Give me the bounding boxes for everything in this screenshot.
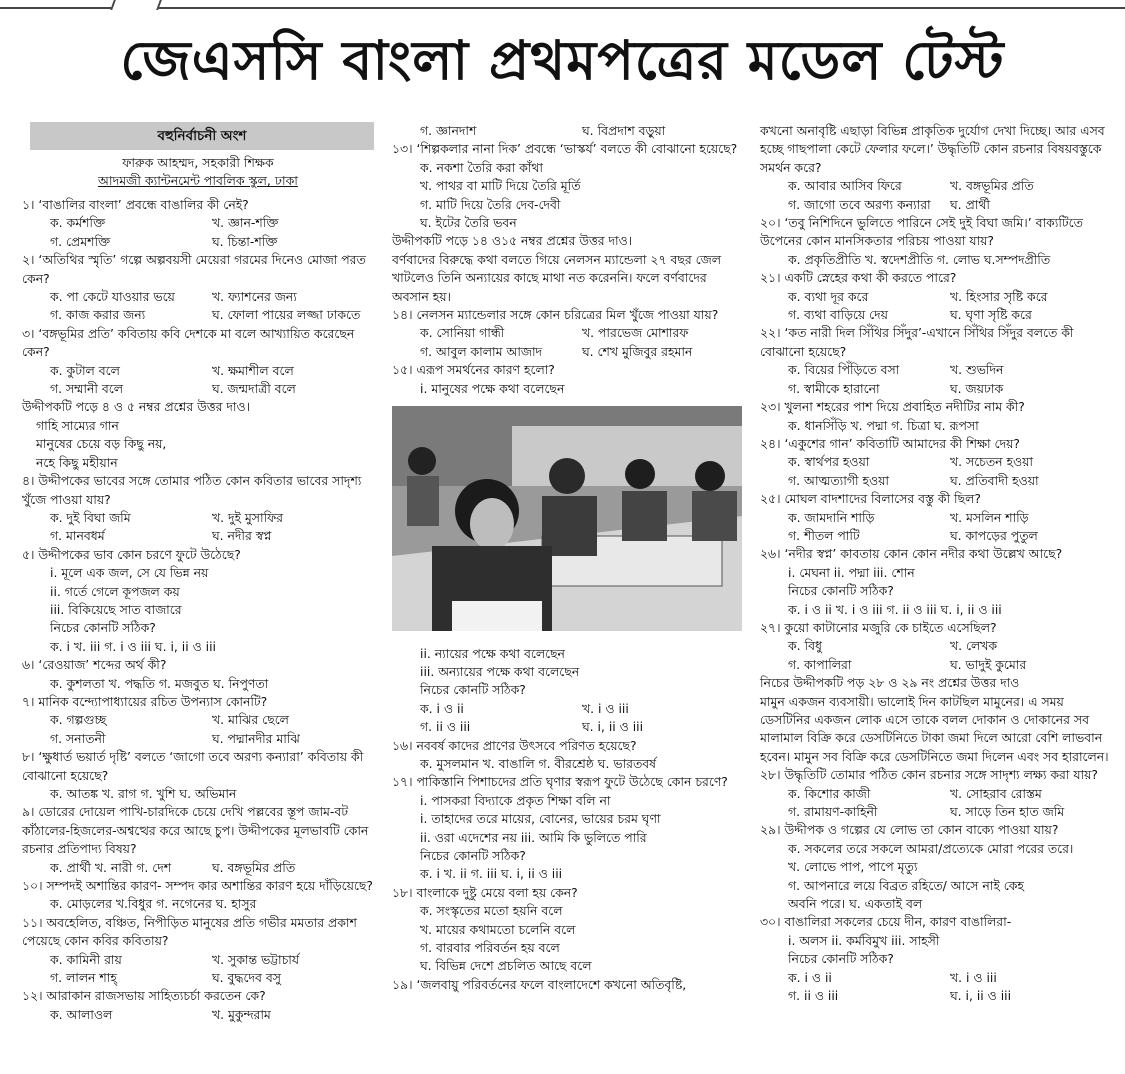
option-text: গ. কাজ করার জন্য [50,307,146,323]
option-text: খ. ফ্যাশনের জন্য [212,289,297,305]
question-block [760,177,1112,214]
option-text: গ. আবুল কালাম আজাদ [420,343,543,359]
question-text: ২। ‘অতিথির স্মৃতি’ গল্পে অল্পবয়সী মেয়েরা গরমের দিনেও মোজা পরত কেন? [22,252,366,286]
option-line: খ. মায়ের কথামতো চলেনি বলে [420,921,576,937]
column-3 [760,122,1112,1006]
option-line: ক. মোড়লের খ.বিধুর গ. নগেনের ঘ. হাসুর [50,896,257,912]
author-line: ফারুক আহম্মদ, সহকারী শিক্ষক [122,155,274,170]
option-row [760,453,1112,471]
option-line: ক. সকলের তরে সকলে আমরা/প্রত্যেকে মোরা পরের তরে। [788,840,1074,856]
option-row [392,700,744,718]
option-text: খ. i ও iii [950,969,997,985]
option-row [760,361,1112,379]
option-row [22,380,374,398]
question-text: ১৭। পাকিস্তানি পিশাচদের প্রতি ঘৃণার স্বরূপ ফুটে উঠেছে কোন চরণে? [392,774,728,790]
option-line: i. মূলে এক জল, সে যে ভিন্ন নয় [50,565,209,581]
option-text: ক. সোনিয়া গান্ধী [420,325,505,341]
option-row [22,730,374,748]
option-text: গ. আত্মত্যাগী হওয়া [788,472,889,488]
option-text: ক. কুটাল বলে [50,362,120,378]
option-text: ঘ. শেখ মুজিবুর রহমান [582,343,693,359]
option-line: ঘ. বিভিন্ন দেশে প্রচলিত আছে বলে [420,958,592,974]
option-line: ii. ওরা এদেশের নয় iii. আমি কি ভুলিতে পারি [420,829,647,845]
question-text: ২৪। ‘একুশের গান’ কবিতাটি আমাদের কী শিক্ষা দেয়? [760,435,1020,451]
option-line: i. তাহাদের তরে মায়ের, বোনের, ভায়ের চরম ঘৃণা [420,811,661,827]
top-rule [0,7,1125,9]
option-text: ক. কর্মশক্তি [50,215,106,231]
option-text: খ. মাঝির ছেলে [212,712,289,728]
column-2 [392,122,744,994]
question-text: নিচের উদ্দীপকটি পড় ২৮ ও ২৯ নং প্রশ্নের উত্তর দাও [760,675,1020,691]
question-text: ১৮। বাংলাকে দুষ্টু মেয়ে বলা হয় কেন? [392,884,578,900]
option-text: ঘ. নদীর স্বপ্ন [212,528,272,544]
question-block [22,472,374,546]
option-text: খ. i ও iii [582,700,629,716]
option-row [392,122,744,140]
option-row [22,233,374,251]
option-row [760,380,1112,398]
option-line: গ. বারবার পরিবর্তন হয় বলে [420,940,560,955]
question-block [392,773,744,883]
question-block [760,766,1112,821]
option-line: ক. ধানসিঁড়ি খ. পদ্মা গ. চিত্রা ঘ. রূপসা [788,417,979,433]
option-row [760,196,1112,214]
option-row [760,509,1112,527]
question-text: ২৮। উদ্ধৃতিটি তোমার পঠিত কোন রচনার সঙ্গে সাদৃশ্য লক্ষ্য করা যায়? [760,767,1099,783]
option-text: খ. সচেতন হওয়া [950,454,1034,470]
option-text: খ. মুকুন্দরাম [212,1006,271,1022]
option-row [22,527,374,545]
option-text: ক. জামদানি শাড়ি [788,509,875,525]
option-line: নিচের কোনটি সঠিক? [788,951,894,967]
option-line: ক. i ও ii খ. i ও iii গ. ii ও iii ঘ. i, ii ও iii [788,601,1002,617]
option-text: ঘ. i, ii ও iii [950,988,1012,1004]
option-text: খ. মসলিন শাড়ি [950,509,1029,525]
option-text: ঘ. বিপ্রদাশ বড়ুয়া [582,123,666,138]
option-text: ঘ. ভাদুই কুমোর [950,656,1027,672]
option-text: খ. শুভদিন [950,362,1004,378]
exam-hall-photo [392,406,742,631]
option-row [22,969,374,987]
option-row [760,288,1112,306]
question-block [392,122,744,140]
option-text: খ. জ্ঞান-শক্তি [212,215,279,231]
question-text: ২৩। খুলনা শহরের পাশ দিয়ে প্রবাহিত নদীটির নাম কী? [760,399,1025,415]
option-row [760,177,1112,195]
question-text: ২৬। ‘নদীর স্বপ্ন’ কাবতায় কোন কোন নদীর কথা উল্লেখ আছে? [760,546,1063,562]
option-row [22,859,374,877]
option-line: ক. i খ. ii গ. iii ঘ. i, ii ও iii [420,866,563,882]
stimulus-text: কখনো অনাবৃষ্টি এছাড়া বিভিন্ন প্রাকৃতিক দুর্যোগ দেখা দিচ্ছে। আর এসব হচ্ছে গাছপালা কেটে ফেলার ফলে।’ উদ্ধৃতিটি কোন রচনার বিষয়বস্তুকে সমর্থন করে? [760,123,1105,175]
option-line: i. মানুষের পক্ষে কথা বলেছেন [420,380,565,396]
option-text: খ. লেখক [950,638,998,654]
option-text: ঘ. প্রতিবাদী হওয়া [950,472,1039,488]
option-text: ঘ. জন্মদাত্রী বলে [212,381,296,397]
question-block [22,417,374,472]
option-text: ক. i ও ii [420,700,464,716]
option-text: খ. বঙ্গভূমির প্রতি [950,178,1034,194]
option-text: ক. কামিনী রায় [50,951,122,967]
option-row [760,472,1112,490]
section-heading: বহুনির্বাচনী অংশ [30,122,374,150]
poem-line: মানুষের চেয়ে বড় কিছু নয়, [36,436,167,452]
option-line: ক. সংস্কৃতের মতো হয়নি বলে [420,903,563,919]
question-block [22,914,374,988]
option-line: গ. আপনারে লয়ে বিব্রত রহিতে/ আসে নাই কেহ [788,877,1024,893]
option-text: খ. পারভেজ মোশারফ [582,325,689,341]
option-text: গ. সম্মানী বলে [50,381,123,397]
question-block [22,251,374,325]
question-block [22,693,374,748]
option-text: গ. জ্ঞানদাশ [420,123,477,138]
question-block [22,803,374,877]
question-block [392,306,744,361]
option-line: ii. ন্যায়ের পক্ষে কথা বলেছেন [420,645,565,661]
option-text: ক. কিশোর কাজী [788,785,871,801]
option-text: গ. জাগো তবে অরণ্য কন্যারা [788,196,931,212]
question-text: ৩০। বাঙালিরা সকলের চেয়ে দীন, কারণ বাঙালিরা- [760,914,1012,930]
question-block [760,821,1112,913]
column-2-bottom [392,645,744,995]
option-row [22,288,374,306]
question-text: ১৩। ‘শিল্পকলার নানা দিক’ প্রবন্ধে ‘ভাস্কর্য’ বলতে কী বোঝানো হয়েছে? [392,141,738,157]
question-block [22,196,374,251]
question-block [760,214,1112,269]
option-row [22,306,374,324]
poem-line: গাহি সাম্যের গান [36,417,119,433]
option-text: ঘ. কাপড়ের পুতুল [950,527,1038,543]
option-text: ঘ. বঙ্গভূমির প্রতি [212,859,296,875]
option-line: ক. i খ. iii গ. i ও iii ঘ. i, ii ও iii [50,638,216,654]
question-text: ৮। ‘ক্ষুধার্ত ভয়ার্ত দৃষ্টি’ বলতে ‘জাগো তবে অরণ্য কন্যারা’ কবিতায় কী বোঝানো হয়েছে? [22,749,364,783]
option-row [760,969,1112,987]
question-block [22,656,374,693]
question-block [392,645,744,700]
option-text: ঘ. জয়ঢাক [950,380,1004,396]
column-1 [22,122,374,1024]
option-row [760,306,1112,324]
question-block [760,913,1112,968]
question-text: ৬। ‘রেওয়াজ’ শব্দের অর্থ কী? [22,657,167,673]
question-text: ৩। ‘বঙ্গভূমির প্রতি’ কবিতায় কবি দেশকে মা বলে আখ্যায়িত করেছেন কেন? [22,325,355,360]
question-block [760,969,1112,1006]
question-text: ১৬। নববর্ষ কাদের প্রাণের উৎসবে পরিণত হয়েছে? [392,737,637,753]
question-block [760,435,1112,490]
poem-line: নহে কিছু মহীয়ান [36,454,118,470]
option-row [760,785,1112,803]
stimulus-text: বর্ণবাদের বিরুদ্ধে কথা বলতে গিয়ে নেলসন ম্যান্ডেলা ২৭ বছর জেল খাটলেও তিনি অন্যায়ের কাছে মাথা নত করেননি। ফলে বর্ণবাদের অবসান হয়। [392,251,721,304]
option-line: i. মেঘনা ii. পদ্মা iii. শোন [788,564,915,580]
option-text: ক. ব্যথা দূর করে [788,288,869,304]
option-text: ঘ. ফোলা পায়ের লজ্জা ঢাকতে [212,307,361,323]
page-title: জেএসসি বাংলা প্রথমপত্রের মডেল টেস্ট [120,29,1005,92]
option-text: ক. বিয়ের পিঁড়িতে বসা [788,362,900,378]
option-row [760,637,1112,655]
option-text: ঘ. i, ii ও iii [582,719,644,735]
option-line: অবনি পরে। ঘ. একতাই বল [788,896,923,912]
option-text: ক. দুই বিঘা জমি [50,509,131,525]
option-text: গ. ব্যথা বাড়িয়ে দেয় [788,307,888,323]
question-text: ২২। ‘কত নারী দিল সিঁথির সিঁদুর’-এখানে সিঁথির সিঁদুর বলতে কী বোঝানো হয়েছে? [760,325,1074,359]
option-text: খ. সুকান্ত ভট্টাচার্য [212,951,299,967]
question-text: ৫। উদ্দীপকের ভাব কোন চরণে ফুটে উঠেছে? [22,546,241,562]
option-text: গ. লালন শাহ্ [50,970,117,986]
option-line: iii. অন্যায়ের পক্ষে কথা বলেছেন [420,663,580,679]
option-line: খ. লোভে পাপ, পাপে মৃত্যু [788,859,918,875]
option-text: ক. পা কেটে যাওয়ার ভয়ে [50,289,175,305]
question-text: ১০। সম্পদই অশান্তির কারণ- সম্পদ কার অশান্তির কারণ হয়ে দাঁড়িয়েছে? [22,878,373,894]
option-text: ক. প্রার্থী খ. নারী গ. দেশ [50,859,172,875]
option-text: গ. ii ও iii [420,719,471,735]
option-line: ক. আতঙ্ক খ. রাগ গ. খুশি ঘ. অভিমান [50,786,237,801]
option-text: গ. শীতল পাটি [788,527,860,543]
option-text: গ. প্রেমশক্তি [50,233,111,249]
question-text: ২১। একটি স্নেহের কথা কী করতে পারে? [760,270,957,286]
option-text: গ. মানবধর্ম [50,528,105,544]
question-block [22,877,374,914]
option-text: খ. ক্ষমাশীল বলে [212,362,294,378]
question-text: ২৫। মোঘল বাদশাদের বিলাসের বস্তু কী ছিল? [760,491,981,507]
question-block [760,490,1112,545]
option-text: ঘ. বুদ্ধদেব বসু [212,970,281,986]
question-block [760,324,1112,398]
question-block [392,737,744,774]
option-line: ক. নকশা তৈরি করা কাঁথা [420,159,543,175]
option-line: ঘ. ইটের তৈরি ভবন [420,215,517,231]
option-text: খ. হিংসার সৃষ্টি করে [950,288,1048,304]
question-block [392,140,744,232]
option-row [392,343,744,361]
question-block [392,700,744,737]
option-row [22,711,374,729]
option-text: গ. স্বামীকে হারানো [788,380,880,396]
option-text: গ. রামায়ণ-কাহিনী [788,804,878,820]
option-line: iii. বিকিয়েছে সাত বাজারে [50,601,182,617]
stimulus-text: মামুন একজন ব্যবসায়ী। ভালোই দিন কাটছিল মামুনের। এ সময় ডেসটিনির একজন লোক এসে তাকে বলল দোকান ও দোকানের সব মালামাল বিক্রি করে ডেসটিনিতে টাকা জমা দিলে আরো বেশি লাভবান হবেন। মামুন সব বিক্রি করে ডেসটিনিতে জমা দিলেন এবং সব হারালেন। [760,693,1109,764]
option-text: ঘ. পদ্মানদীর মাঝি [212,730,300,746]
question-block [760,674,1112,692]
question-text: ১২। আরাকান রাজসভায় সাহিত্যচর্চা করতেন কে? [22,988,266,1004]
option-line: i. পাসকরা বিদ্যাকে প্রকৃত শিক্ষা বলি না [420,792,611,808]
question-text: ৭। মানিক বন্দ্যোপাধ্যায়ের রচিত উপন্যাস কোনটি? [22,693,268,709]
question-text: ১৯। ‘জলবায়ু পরিবর্তনের ফলে বাংলাদেশে কখনো অতিবৃষ্টি, [392,976,687,992]
option-line: i. অলস ii. কর্মবিমুখ iii. সাহসী [788,932,940,948]
stimulus-text: উদ্দীপকটি পড়ে ৪ ও ৫ নম্বর প্রশ্নের উত্তর দাও। [22,399,251,415]
question-block [760,619,1112,674]
option-text: ক. স্বার্থপর হওয়া [788,454,870,470]
question-text: ৪। উদ্দীপকের ভাবের সঙ্গে তোমার পঠিত কোন কবিতার ভাবের সাদৃশ্য খুঁজে পাওয়া যায়? [22,473,362,507]
question-text: উদ্দীপকটি পড়ে ১৪ ও১৫ নম্বর প্রশ্নের উত্তর দাও। [392,233,633,249]
option-row [22,951,374,969]
question-text: ২৯। উদ্দীপক ও গল্পের যে লোভ তা কোন বাক্যে পাওয়া যায়? [760,822,1059,838]
question-text: ৯। ডোরের দোয়েল পাখি-চারদিকে চেয়ে দেখি পল্লবের স্তূপ জাম-বট কাঁঠালের-হিজলের-অশ্বত্থের করে আছে চুপ। উদ্দীপকের মূলভাবটি কোন রচনার প্রতিপাদ্য বিষয়? [22,804,369,857]
option-text: ক. আবার আসিব ফিরে [788,178,902,194]
question-block [392,361,744,398]
option-line: ক. কুশলতা খ. পদ্ধতি গ. মজবুত ঘ. নিপুণতা [50,675,269,691]
question-text: ২০। ‘তবু নিশিদিনে ভুলিতে পারিনে সেই দুই বিঘা জমি।’ বাক্যটিতে উপেনের কোন মানসিকতার পরিচয় পাওয়া যায়? [760,215,1083,249]
option-text: গ. ii ও iii [788,988,839,1004]
option-row [760,527,1112,545]
question-block [392,251,744,306]
question-block [22,398,374,416]
option-row [760,987,1112,1005]
top-border [0,0,1125,10]
option-text: ঘ. প্রার্থী [950,196,990,212]
question-block [760,122,1112,177]
option-text: গ. কাপালিরা [788,656,852,672]
option-row [760,803,1112,821]
option-text: ঘ. ঘৃণা সৃষ্টি করে [950,307,1032,323]
option-line: ক. মুসলমান খ. বাঙালি গ. বীরশ্রেষ্ঠ ঘ. ভারতবর্ষ [420,755,656,771]
option-row [760,656,1112,674]
question-block [22,325,374,399]
option-text: ক. গল্পগুচ্ছ [50,712,107,728]
question-block [392,884,744,976]
option-row [22,214,374,232]
option-line: গ. মাটি দিয়ে তৈরি দেব-দেবী [420,196,561,212]
question-text: ১৫। এরূপ সমর্থনের কারণ হলো? [392,362,555,378]
option-text: খ. সোহরাব রোস্তম [950,785,1042,801]
option-row [392,324,744,342]
question-block [22,546,374,656]
question-text: ২৭। কুয়ো কাটানোর মজুরি কে চাইতে এসেছিল? [760,619,997,635]
option-text: ক. আলাওল [50,1006,113,1022]
question-text: ১৪। নেলসন ম্যান্ডেলার সঙ্গে কোন চরিত্রের মিল খুঁজে পাওয়া যায়? [392,307,719,323]
option-row [22,509,374,527]
option-row [392,718,744,736]
question-block [760,693,1112,767]
question-block [760,545,1112,619]
option-row [22,362,374,380]
option-line: ক. প্রকৃতিপ্রীতি খ. স্বদেশপ্রীতি গ. লোভ ঘ.সম্পদপ্রীতি [788,251,1051,267]
option-line: নিচের কোনটি সঠিক? [420,847,526,863]
option-text: খ. দুই মুসাফির [212,509,283,525]
option-line: নিচের কোনটি সঠিক? [420,682,526,698]
option-line: নিচের কোনটি সঠিক? [50,620,156,636]
question-block [760,398,1112,435]
school-line: আদমজী ক্যান্টনমেন্ট পাবলিক স্কুল, ঢাকা [98,173,298,188]
option-text: ঘ. সাড়ে তিন হাত জমি [950,804,1065,820]
question-block [22,987,374,1024]
option-line: ii. গর্তে গেলে কূপজল কয় [50,583,180,599]
question-text: ১। ‘বাঙালির বাংলা’ প্রবন্ধে বাঙালির কী নেই? [22,197,249,212]
column-2-top [392,122,744,398]
option-line: খ. পাথর বা মাটি দিয়ে তৈরি মূর্তি [420,178,581,194]
option-line: নিচের কোনটি সঠিক? [788,583,894,599]
option-text: ক. i ও ii [788,969,832,985]
option-text: গ. সনাতনী [50,730,106,746]
option-text: ক. বিধু [788,638,822,654]
top-notch [110,0,162,10]
question-block [760,269,1112,324]
question-block [22,748,374,803]
question-block [392,976,744,994]
option-row [22,1006,374,1024]
option-text: ঘ. চিন্তা-শক্তি [212,233,278,249]
question-text: ১১। অবহেলিত, বঞ্চিত, নিপীড়িত মানুষের প্রতি গভীর মমতার প্রকাশ পেয়েছে কোন কবির কবিতায়? [22,914,357,949]
question-block [392,232,744,250]
